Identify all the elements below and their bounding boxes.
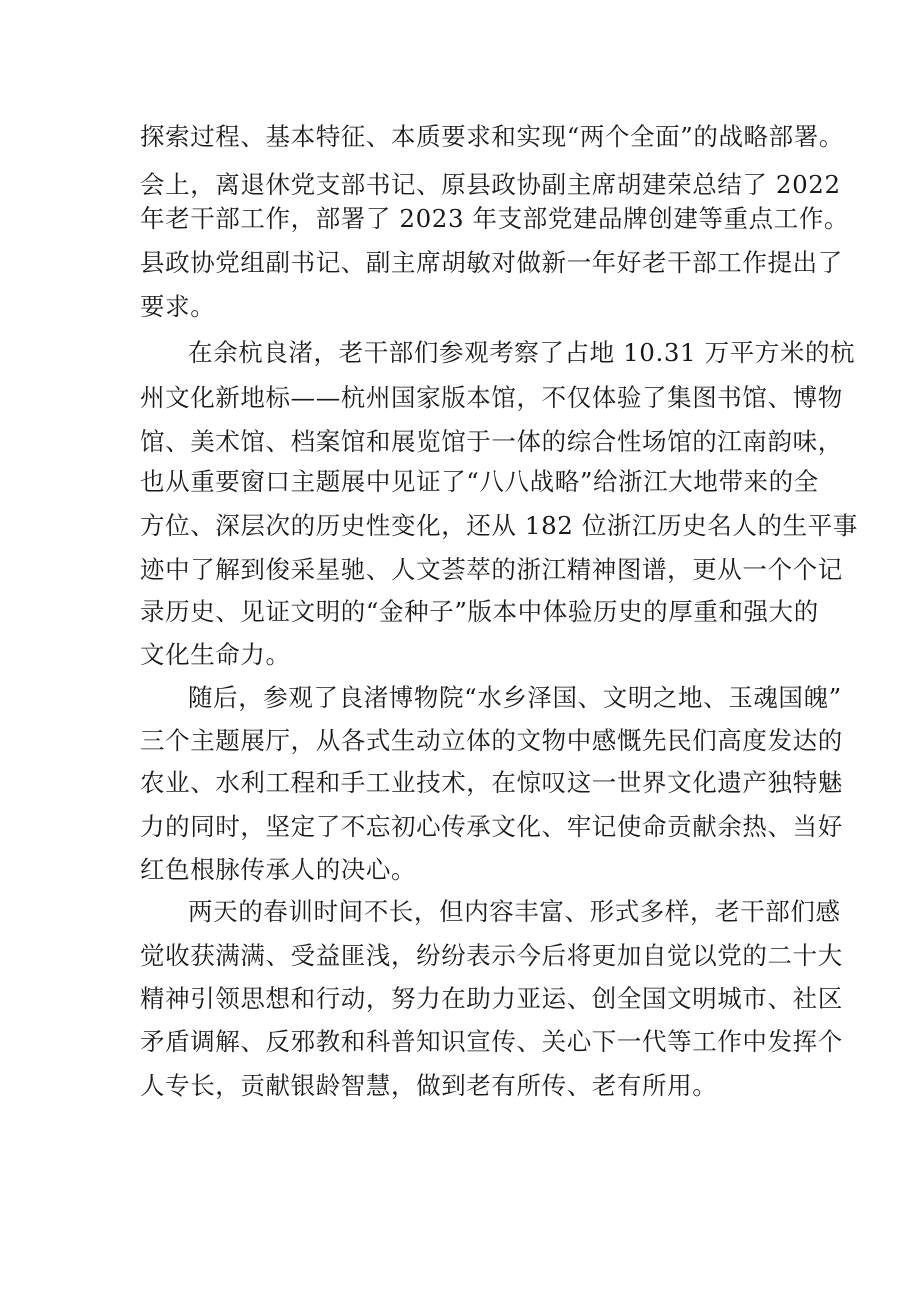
- text-line: 农业、水利工程和手工业技术，在惊叹这一世界文化遗产独特魅: [140, 768, 843, 797]
- text-line: 会上，离退休党支部书记、原县政协副主席胡建荣总结了 2022: [140, 170, 841, 199]
- text-line: 精神引领思想和行动，努力在助力亚运、创全国文明城市、社区: [140, 984, 843, 1013]
- text-line: 要求。: [140, 292, 216, 321]
- text-line: 录历史、见证文明的“金种子”版本中体验历史的厚重和强大的: [140, 597, 819, 626]
- text-line: 馆、美术馆、档案馆和展览馆于一体的综合性场馆的江南韵味，: [140, 427, 843, 456]
- text-line: 县政协党组副书记、副主席胡敏对做新一年好老干部工作提出了: [140, 248, 843, 277]
- text-line: 力的同时，坚定了不忘初心传承文化、牢记使命贡献余热、当好: [140, 812, 843, 841]
- text-line: 红色根脉传承人的决心。: [140, 855, 417, 884]
- text-line: 探索过程、基本特征、本质要求和实现“两个全面”的战略部署。: [140, 122, 844, 151]
- text-line: 随后，参观了良渚博物院“水乡泽国、文明之地、玉魂国魄”: [188, 683, 842, 712]
- text-line: 文化生命力。: [140, 640, 291, 669]
- text-line: 两天的春训时间不长，但内容丰富、形式多样，老干部们感: [188, 897, 841, 926]
- text-line: 年老干部工作，部署了 2023 年支部党建品牌创建等重点工作。: [140, 204, 850, 233]
- text-line: 州文化新地标——杭州国家版本馆，不仅体验了集图书馆、博物: [140, 383, 843, 412]
- text-line: 迹中了解到俊采星驰、人文荟萃的浙江精神图谱，更从一个个记: [140, 555, 843, 584]
- text-line: 三个主题展厅，从各式生动立体的文物中感慨先民们高度发达的: [140, 726, 843, 755]
- text-line: 觉收获满满、受益匪浅，纷纷表示今后将更加自觉以党的二十大: [140, 941, 843, 970]
- text-line: 人专长，贡献银龄智慧，做到老有所传、老有所用。: [140, 1071, 718, 1100]
- text-line: 也从重要窗口主题展中见证了“八八战略”给浙江大地带来的全: [140, 467, 819, 496]
- text-line: 矛盾调解、反邪教和科普知识宣传、关心下一代等工作中发挥个: [140, 1027, 843, 1056]
- text-line: 方位、深层次的历史性变化，还从 182 位浙江历史名人的生平事: [140, 511, 858, 540]
- text-line: 在余杭良渚，老干部们参观考察了占地 10.31 万平方米的杭: [188, 338, 856, 367]
